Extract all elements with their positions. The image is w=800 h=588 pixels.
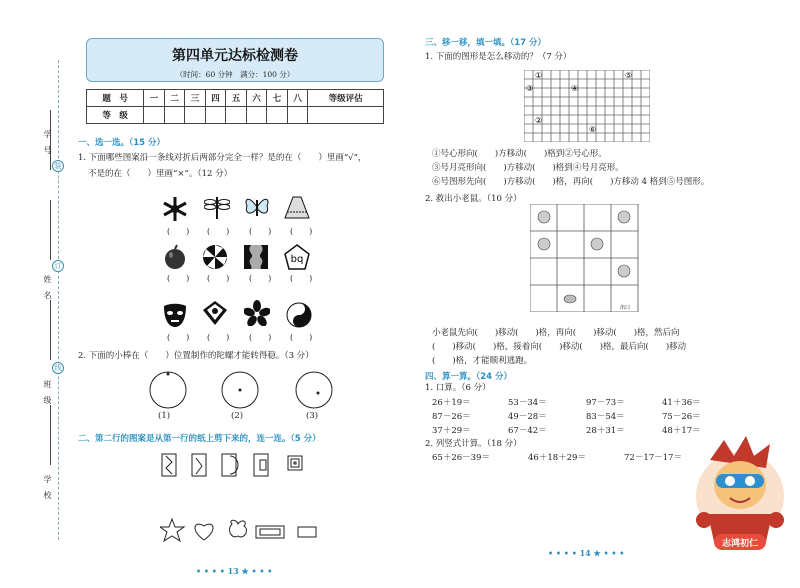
vertical-calc-2: 46＋18＋29＝ [528, 453, 586, 463]
vertical-calc-3: 72－17－17＝ [624, 453, 682, 463]
move-answer-1: ①号心形向( )方移动( )格到②号心形。 [432, 149, 607, 159]
score-cell[interactable] [267, 107, 288, 124]
answer-blank[interactable]: ( ) [249, 274, 272, 283]
number-field[interactable] [50, 110, 51, 170]
shape-4-label: ④ [571, 84, 579, 93]
calc-item: 83－54＝ [586, 412, 625, 422]
cat-icon [538, 211, 550, 223]
section-3-heading: 三、移一移，填一填。（17 分） [425, 38, 547, 48]
mascot-logo [690, 430, 790, 560]
shape-6-label: ⑥ [589, 125, 597, 134]
cut-line [58, 60, 59, 540]
pentagon-letters-icon [284, 244, 310, 270]
answer-blank[interactable]: ( ) [167, 274, 190, 283]
binding-strip [20, 60, 80, 540]
exit-label: 出口 [620, 305, 631, 311]
score-cell[interactable] [144, 107, 165, 124]
title-box [86, 38, 384, 82]
option-2-label: (2) [231, 411, 244, 421]
calc-item: 67－42＝ [508, 426, 547, 436]
cat-icon [618, 265, 630, 277]
answer-blank[interactable]: ( ) [290, 333, 313, 342]
score-header-cell: 等级评估 [308, 90, 384, 107]
skirt-icon [284, 194, 310, 220]
answer-blank[interactable]: ( ) [290, 227, 313, 236]
opera-mask-icon [162, 302, 188, 328]
kite-icon [202, 300, 228, 326]
question-2-text: 2. 下面的小棒在（ ）位置制作的陀螺才能转得稳。（3 分） [78, 351, 314, 361]
route-line-3: ( )格，才能顺利逃跑。 [432, 356, 533, 366]
score-header-cell: 四 [205, 90, 226, 107]
vase-face-icon [243, 244, 269, 270]
folded-paper-row [160, 452, 310, 478]
calc-item: 97－73＝ [586, 398, 625, 408]
yin-yang-icon [286, 302, 312, 328]
shape-3-label: ③ [526, 84, 534, 93]
number-label: 学 号 [43, 130, 52, 154]
answer-blank[interactable]: ( ) [249, 333, 272, 342]
butterfly-icon [244, 194, 270, 220]
school-label: 学 校 [43, 475, 52, 499]
section-4-heading: 四、算一算。（24 分） [425, 372, 513, 382]
score-cell[interactable] [205, 107, 226, 124]
score-header-cell: 二 [164, 90, 185, 107]
calc-item: 75－26＝ [662, 412, 701, 422]
calc-item: 26＋19＝ [432, 398, 471, 408]
class-label: 班 级 [43, 380, 52, 404]
section-2-heading: 二、第二行的图案是从第一行的纸上剪下来的，连一连。（5 分） [78, 434, 321, 444]
mouse-maze-grid [530, 204, 640, 312]
score-cell[interactable] [246, 107, 267, 124]
question-1-text: 1. 下面哪些图案沿一条线对折后两部分完全一样？是的在（ ）里画“√”， [78, 153, 367, 163]
route-line-2: ( )移动( )格，接着向( )移动( )格，最后向( )移动 [432, 342, 687, 352]
dragonfly-icon [204, 194, 230, 220]
answer-blank[interactable]: ( ) [167, 333, 190, 342]
answer-blank[interactable]: ( ) [290, 274, 313, 283]
score-header-cell: 题 号 [87, 90, 144, 107]
cat-icon [538, 238, 550, 250]
answer-blank[interactable]: ( ) [207, 333, 230, 342]
page-title: 第四单元达标检测卷 [172, 48, 298, 64]
cat-icon [618, 211, 630, 223]
option-1-label: (1) [158, 411, 171, 421]
vertical-calc-1: 65＋26－39＝ [432, 453, 490, 463]
mouse-question: 2. 救出小老鼠。（10 分） [425, 194, 522, 204]
oral-calc-heading: 1. 口算。（6 分） [425, 383, 491, 393]
apple-icon [162, 244, 188, 270]
score-header-cell: 六 [246, 90, 267, 107]
school-field[interactable] [50, 405, 51, 465]
movement-grid [524, 70, 650, 142]
route-line-1: 小老鼠先向( )移动( )格，再向( )移动( )格，然后向 [432, 328, 680, 338]
pinwheel-icon [202, 244, 228, 270]
calc-item: 28＋31＝ [586, 426, 625, 436]
move-answer-3: ⑥号图形先向( )方移动( )格，再向( )方移动 4 格到⑤号图形。 [432, 177, 710, 187]
score-cell[interactable] [287, 107, 308, 124]
answer-blank[interactable]: ( ) [167, 227, 190, 236]
pentagon-letters: bq [290, 254, 304, 265]
seal-mark: 装 [52, 160, 64, 172]
score-cell[interactable] [226, 107, 247, 124]
score-table [86, 89, 384, 124]
page-number-right: • • • • 14 ★ • • • [548, 548, 625, 558]
calc-item: 41＋36＝ [662, 398, 701, 408]
class-field[interactable] [50, 300, 51, 360]
score-cell[interactable] [308, 107, 384, 124]
calc-item: 87－26＝ [432, 412, 471, 422]
shape-2-label: ② [535, 116, 543, 125]
spinning-top-figures [148, 370, 338, 410]
page-number-left: • • • • 13 ★ • • • [196, 566, 273, 576]
name-label: 姓 名 [43, 275, 52, 299]
shape-1-label: ① [535, 71, 543, 80]
score-header-cell: 七 [267, 90, 288, 107]
seal-mark: 线 [52, 362, 64, 374]
answer-blank[interactable]: ( ) [207, 227, 230, 236]
move-answer-2: ③号月亮形向( )方移动( )格到④号月亮形。 [432, 163, 624, 173]
score-header-cell: 三 [185, 90, 206, 107]
calc-item: 37＋29＝ [432, 426, 471, 436]
cut-shapes-row [160, 518, 320, 544]
score-header-cell: 八 [287, 90, 308, 107]
vertical-calc-heading: 2. 列竖式计算。（18 分） [425, 439, 522, 449]
score-row-label: 等 级 [87, 107, 144, 124]
calc-item: 49－28＝ [508, 412, 547, 422]
question-1-text-b: 不是的在（ ）里画“×”。（12 分） [88, 169, 233, 179]
calc-item: 48＋17＝ [662, 426, 701, 436]
score-cell[interactable] [185, 107, 206, 124]
score-header-cell: 一 [144, 90, 165, 107]
seal-mark: 订 [52, 260, 64, 272]
name-field[interactable] [50, 200, 51, 260]
shape-5-label: ⑤ [625, 71, 633, 80]
mouse-icon [564, 295, 576, 303]
section-1-heading: 一、选一选。（15 分） [78, 138, 166, 148]
snowflake-icon [162, 196, 188, 222]
move-question-1: 1. 下面的图形是怎么移动的？（7 分） [425, 52, 572, 62]
exam-info: （时间：60 分钟 满分：100 分） [175, 70, 295, 79]
cat-icon [591, 238, 603, 250]
calc-item: 53－34＝ [508, 398, 547, 408]
score-cell[interactable] [164, 107, 185, 124]
score-header-cell: 五 [226, 90, 247, 107]
bauhinia-flower-icon [244, 300, 270, 326]
option-3-label: (3) [306, 411, 319, 421]
answer-blank[interactable]: ( ) [249, 227, 272, 236]
badge-text: 志鸿初仁 [721, 539, 759, 549]
answer-blank[interactable]: ( ) [207, 274, 230, 283]
